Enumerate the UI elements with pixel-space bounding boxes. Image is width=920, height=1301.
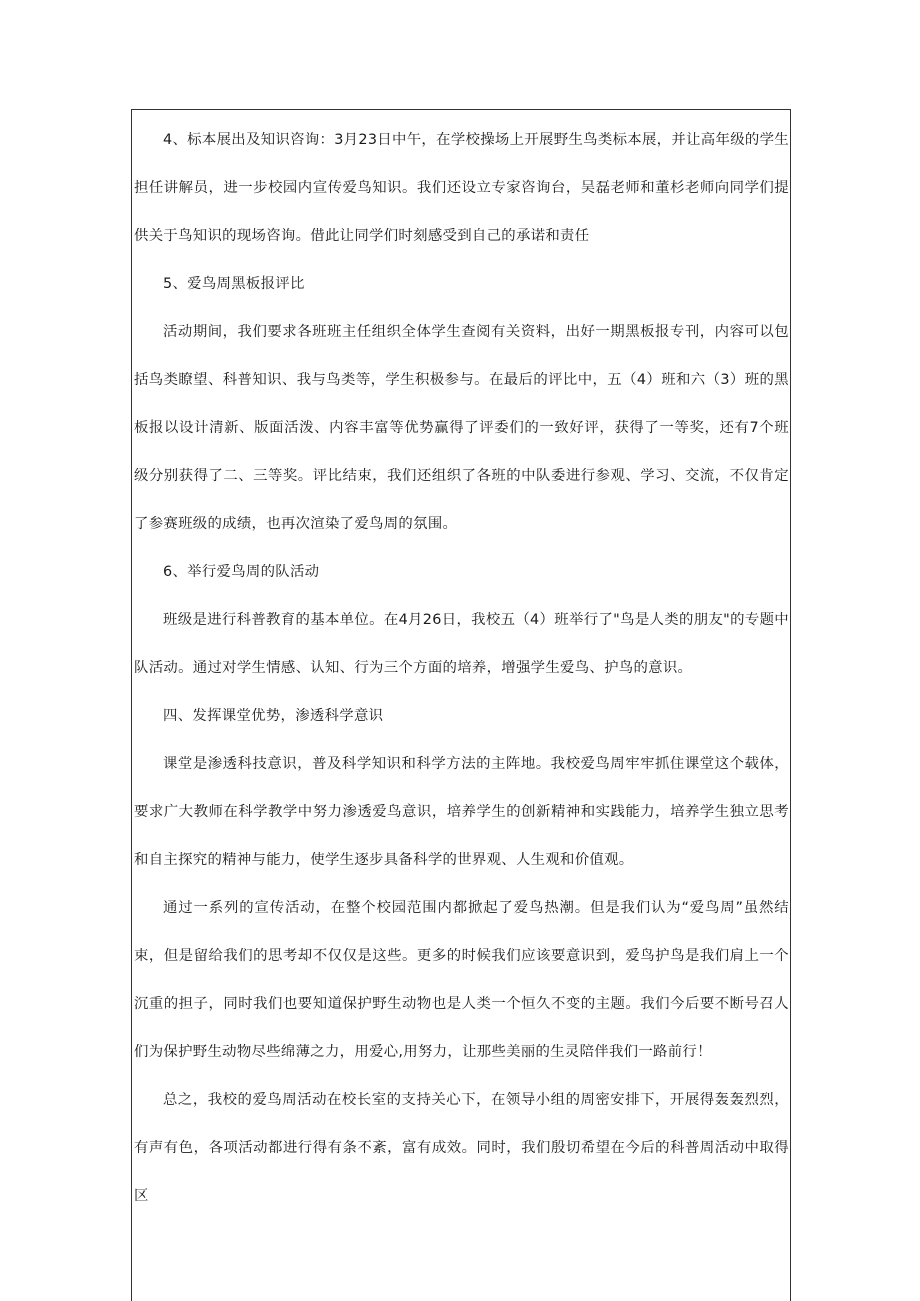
paragraph-team-activity: 班级是进行科普教育的基本单位。在4月26日，我校五（4）班举行了"鸟是人类的朋友"的专题中队活动。通过对学生情感、认知、行为三个方面的培养，增强学生爱鸟、护鸟的意识。 — [134, 612, 789, 676]
paragraph-classroom: 课堂是渗透科技意识，普及科学知识和科学方法的主阵地。我校爱鸟周牢牢抓住课堂这个载体，要求广大教师在科学教学中努力渗透爱鸟意识，培养学生的创新精神和实践能力，培养学生独立思考和自主探究的精神与能力，使学生逐步具备科学的世界观、人生观和价值观。 — [134, 756, 789, 868]
heading-blackboard-contest: 5、爱鸟周黑板报评比 — [163, 276, 305, 292]
heading-team-activity: 6、举行爱鸟周的队活动 — [163, 564, 320, 580]
document-body — [134, 116, 789, 1220]
paragraph-blackboard-contest: 活动期间，我们要求各班班主任组织全体学生查阅有关资料，出好一期黑板报专刊，内容可以包括鸟类瞭望、科普知识、我与鸟类等，学生积极参与。在最后的评比中，五（4）班和六（3）班的黑板报以设计清新、版面活泼、内容丰富等优势赢得了评委们的一致好评，获得了一等奖，还有7个班级分别获得了二、三等奖。评比结束，我们还组织了各班的中队委进行参观、学习、交流，不仅肯定了参赛班级的成绩，也再次渲染了爱鸟周的氛围。 — [134, 324, 789, 532]
paragraph-conclusion: 总之，我校的爱鸟周活动在校长室的支持关心下，在领导小组的周密安排下，开展得轰轰烈烈，有声有色，各项活动都进行得有条不紊，富有成效。同时，我们殷切希望在今后的科普周活动中取得区 — [134, 1092, 789, 1204]
heading-classroom: 四、发挥课堂优势，渗透科学意识 — [163, 708, 384, 724]
paragraph-reflection: 通过一系列的宣传活动，在整个校园范围内都掀起了爱鸟热潮。但是我们认为“爱鸟周”虽然结束，但是留给我们的思考却不仅仅是这些。更多的时候我们应该要意识到，爱鸟护鸟是我们肩上一个沉重的担子，同时我们也要知道保护野生动物也是人类一个恒久不变的主题。我们今后要不断号召人们为保护野生动物尽些绵薄之力，用爱心,用努力，让那些美丽的生灵陪伴我们一路前行！ — [134, 900, 789, 1060]
paragraph-specimen-exhibition: 4、标本展出及知识咨询：3月23日中午，在学校操场上开展野生鸟类标本展，并让高年级的学生担任讲解员，进一步校园内宣传爱鸟知识。我们还设立专家咨询台，吴磊老师和董杉老师向同学们提供关于鸟知识的现场咨询。借此让同学们时刻感受到自己的承诺和责任 — [134, 132, 789, 244]
